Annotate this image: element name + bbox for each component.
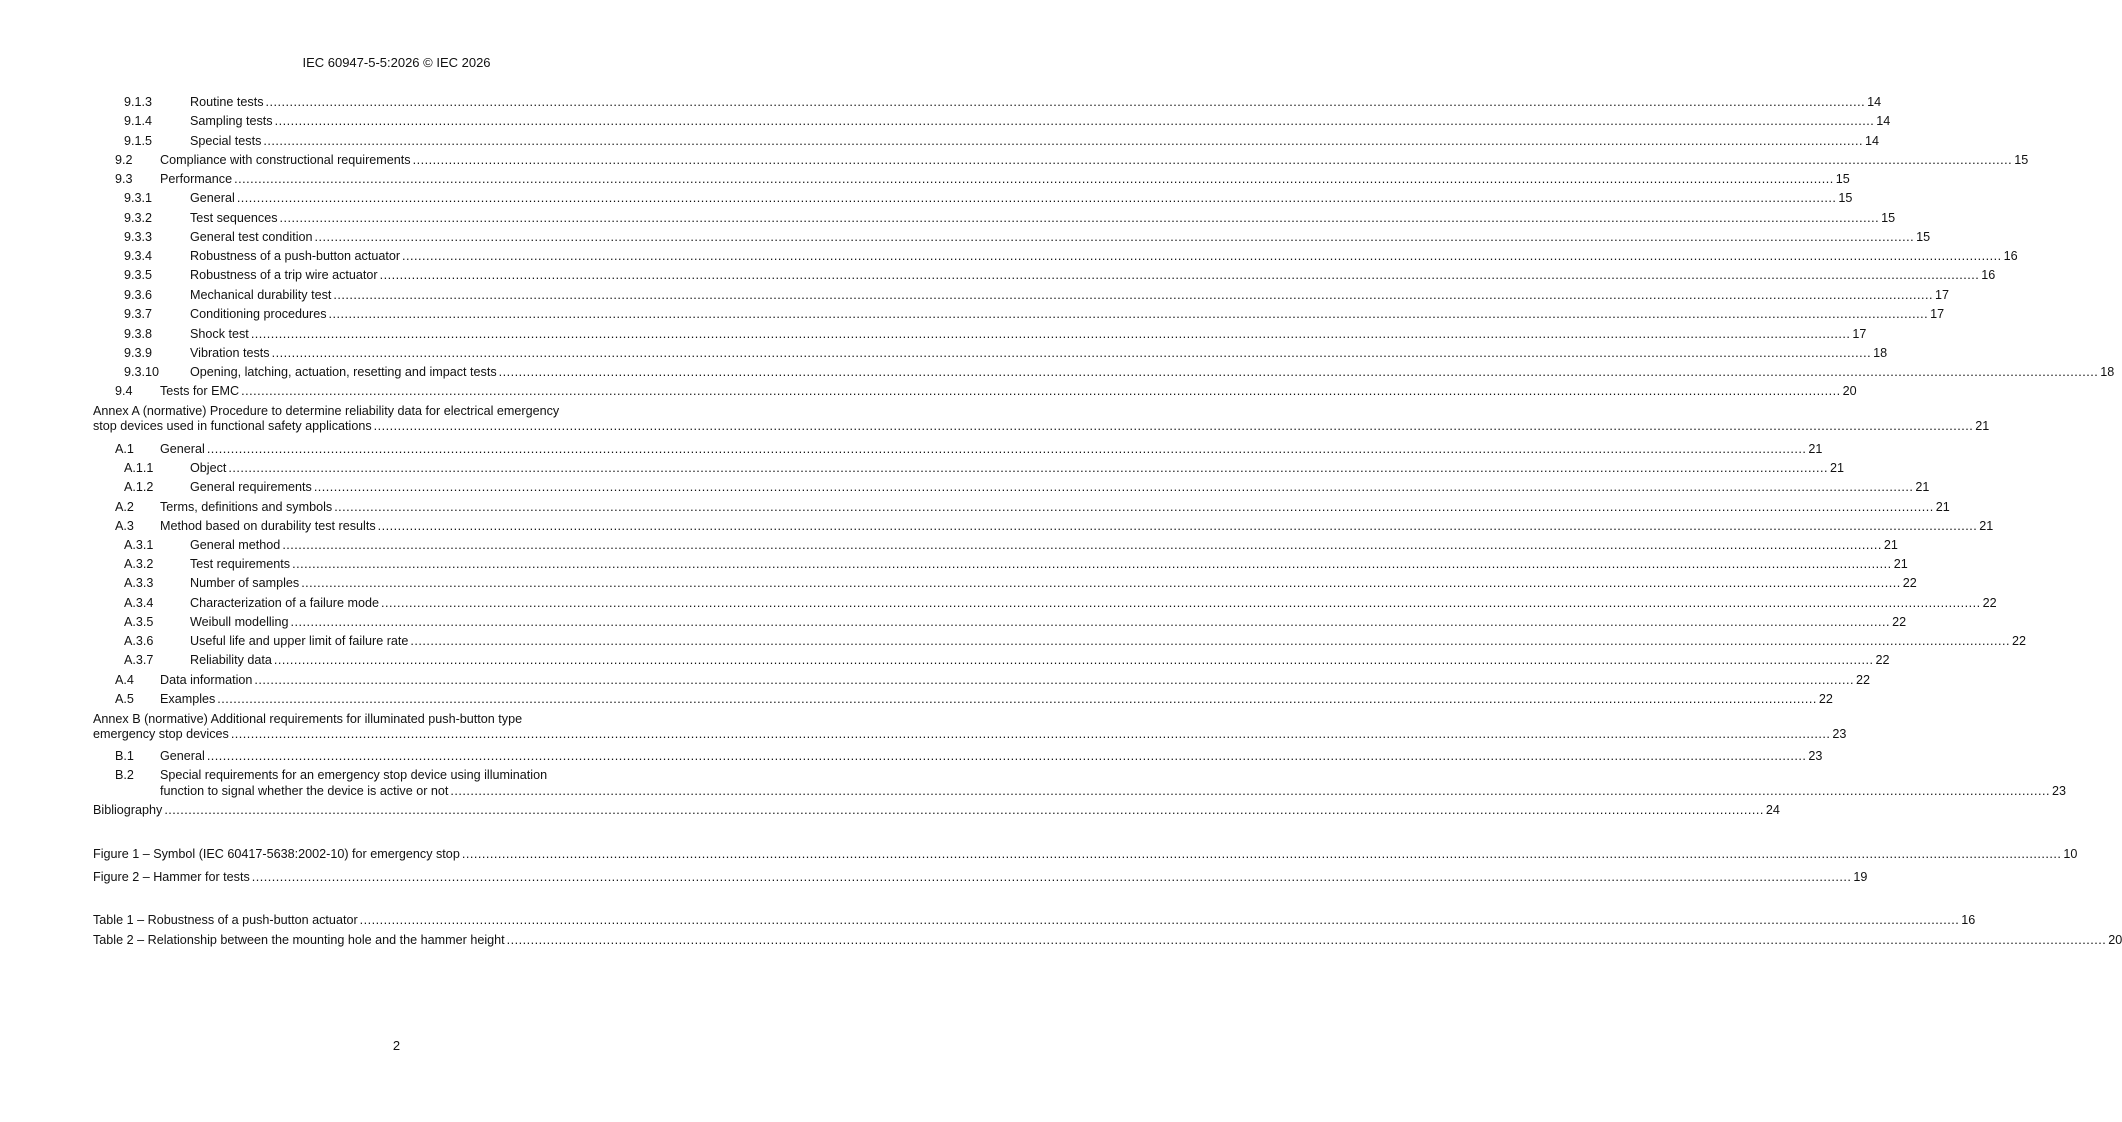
toc-entry[interactable] [93, 767, 2067, 798]
toc-entry-page: 14 [1865, 134, 1880, 148]
toc-entry-page: 22 [1818, 692, 1833, 706]
toc-entry-title: Examples [160, 692, 216, 706]
toc-entry-number: 9.3.1 [124, 191, 153, 205]
toc-entry-title: Special tests [190, 134, 262, 148]
toc-entry[interactable] [93, 248, 2018, 264]
toc-entry-number: 9.3.3 [124, 230, 153, 244]
toc-entry-page: 17 [1930, 307, 1945, 321]
toc-entry-number: 9.3.5 [124, 268, 153, 282]
toc-entry-page: 10 [2063, 847, 2078, 861]
toc-entry[interactable] [93, 229, 1931, 245]
dot-leader: ................................................................................................................................................................................................................................................................................................................................................................................................................ [328, 307, 1929, 321]
toc-entry-page: 21 [1979, 519, 1994, 533]
dot-leader: ................................................................................................................................................................................................................................................................................................................................................................................................................ [410, 634, 2010, 648]
toc-entry-page: 21 [1935, 500, 1950, 514]
toc-entry-page: 17 [1852, 327, 1867, 341]
toc-entry-title: Data information [160, 673, 253, 687]
toc-entry-page: 14 [1867, 95, 1882, 109]
dot-leader: ................................................................................................................................................................................................................................................................................................................................................................................................................ [228, 461, 1828, 475]
toc-entry-page: 22 [1856, 673, 1871, 687]
toc-entry-page: 23 [1808, 749, 1823, 763]
dot-leader: ................................................................................................................................................................................................................................................................................................................................................................................................................ [234, 172, 1834, 186]
toc-entry-number: A.3.1 [124, 538, 154, 552]
toc-entry-title: Robustness of a push-button actuator [190, 249, 401, 263]
toc-entry-title: Compliance with constructional requirements [160, 153, 411, 167]
toc-entry-number: A.3.6 [124, 634, 154, 648]
toc-entry-title: General requirements [190, 480, 312, 494]
toc-entry[interactable] [93, 575, 1917, 591]
toc-entry-title: emergency stop devices [93, 727, 229, 741]
dot-leader: ................................................................................................................................................................................................................................................................................................................................................................................................................ [206, 442, 1807, 456]
toc-entry[interactable] [93, 345, 1888, 361]
toc-entry-number: B.1 [115, 749, 134, 763]
toc-entry-number: 9.1.4 [124, 114, 153, 128]
toc-entry-page: 21 [1975, 419, 1990, 433]
toc-entry-title: General method [190, 538, 281, 552]
dot-leader: ................................................................................................................................................................................................................................................................................................................................................................................................................ [461, 847, 2062, 861]
toc-entry[interactable] [93, 869, 1868, 885]
dot-leader: ................................................................................................................................................................................................................................................................................................................................................................................................................ [412, 153, 2013, 167]
toc-entry-title: Test requirements [190, 557, 291, 571]
toc-entry-page: 22 [1902, 576, 1917, 590]
toc-entry-number: 9.3.4 [124, 249, 153, 263]
toc-entry-page: 15 [2014, 153, 2029, 167]
dot-leader: ................................................................................................................................................................................................................................................................................................................................................................................................................ [164, 803, 1764, 817]
toc-entry[interactable] [93, 932, 2122, 948]
toc-entry[interactable] [93, 210, 1896, 226]
toc-entry-page: 16 [1961, 913, 1976, 927]
dot-leader: ................................................................................................................................................................................................................................................................................................................................................................................................................ [379, 268, 1980, 282]
toc-entry[interactable] [93, 287, 1950, 303]
toc-entry-page: 16 [2003, 249, 2018, 263]
dot-leader: ................................................................................................................................................................................................................................................................................................................................................................................................................ [230, 727, 1831, 741]
dot-leader: ................................................................................................................................................................................................................................................................................................................................................................................................................ [301, 576, 1901, 590]
toc-entry[interactable] [93, 306, 1945, 322]
dot-leader: ................................................................................................................................................................................................................................................................................................................................................................................................................ [236, 191, 1837, 205]
toc-entry-page: 19 [1853, 870, 1868, 884]
toc-entry-title: Routine tests [190, 95, 264, 109]
toc-entry-number: A.3.7 [124, 653, 154, 667]
toc-entry-title: Figure 1 – Symbol (IEC 60417-5638:2002-10) for emergency stop [93, 847, 460, 861]
toc-entry-page: 22 [1892, 615, 1907, 629]
dot-leader: ................................................................................................................................................................................................................................................................................................................................................................................................................ [274, 114, 1875, 128]
toc-entry-number: 9.3.6 [124, 288, 153, 302]
dot-leader: ................................................................................................................................................................................................................................................................................................................................................................................................................ [381, 596, 1981, 610]
toc-entry-title: Number of samples [190, 576, 300, 590]
toc-entry-title: Method based on durability test results [160, 519, 376, 533]
dot-leader: ................................................................................................................................................................................................................................................................................................................................................................................................................ [206, 749, 1807, 763]
dot-leader: ................................................................................................................................................................................................................................................................................................................................................................................................................ [271, 346, 1872, 360]
toc-entry-number: A.1.1 [124, 461, 154, 475]
toc-entry[interactable] [93, 267, 1996, 283]
toc-entry-title: Vibration tests [190, 346, 270, 360]
toc-entry[interactable] [93, 326, 1867, 342]
toc-entry-title: stop devices used in functional safety applications [93, 419, 372, 433]
toc-entry-title: Reliability data [190, 653, 272, 667]
toc-entry-page: 15 [1835, 172, 1850, 186]
toc-entry-title: Annex B (normative) Additional requirements for illuminated push-button type [93, 712, 523, 726]
toc-entry[interactable] [93, 190, 1853, 206]
dot-leader: ................................................................................................................................................................................................................................................................................................................................................................................................................ [292, 557, 1892, 571]
toc-entry-title: Table 2 – Relationship between the mounting hole and the hammer height [93, 933, 505, 947]
toc-entry-title: Terms, definitions and symbols [160, 500, 333, 514]
toc-entry-number: B.2 [115, 768, 134, 782]
dot-leader: ................................................................................................................................................................................................................................................................................................................................................................................................................ [359, 913, 1960, 927]
toc-entry-title: Table 1 – Robustness of a push-button actuator [93, 913, 358, 927]
toc-entry-title: Characterization of a failure mode [190, 596, 380, 610]
toc-entry-title: Sampling tests [190, 114, 273, 128]
page-number: 2 [392, 1038, 401, 1053]
toc-entry-title: Performance [160, 172, 233, 186]
toc-entry-title: Conditioning procedures [190, 307, 327, 321]
toc-entry-number: 9.3 [115, 172, 133, 186]
toc-entry-page: 15 [1881, 211, 1896, 225]
toc-entry-title: General [160, 749, 205, 763]
toc-entry[interactable] [93, 652, 1890, 668]
dot-leader: ................................................................................................................................................................................................................................................................................................................................................................................................................ [250, 327, 1851, 341]
toc-entry-title: Mechanical durability test [190, 288, 332, 302]
toc-entry-number: 9.3.8 [124, 327, 153, 341]
toc-entry[interactable] [93, 133, 1880, 149]
dot-leader: ................................................................................................................................................................................................................................................................................................................................................................................................................ [279, 211, 1880, 225]
toc-entry[interactable] [93, 912, 1976, 928]
toc-entry-page: 21 [1893, 557, 1908, 571]
toc-entry[interactable] [93, 537, 1898, 553]
toc-entry-page: 20 [2108, 933, 2122, 947]
dot-leader: ................................................................................................................................................................................................................................................................................................................................................................................................................ [314, 230, 1915, 244]
toc-entry-page: 21 [1808, 442, 1823, 456]
toc-entry-number: A.3.2 [124, 557, 154, 571]
toc-entry-page: 21 [1830, 461, 1845, 475]
toc-entry[interactable] [93, 691, 1833, 707]
dot-leader: ................................................................................................................................................................................................................................................................................................................................................................................................................ [217, 692, 1817, 706]
toc-entry-page: 22 [1875, 653, 1890, 667]
toc-entry-page: 18 [1873, 346, 1888, 360]
toc-entry[interactable] [93, 518, 1994, 534]
toc-entry-number: 9.2 [115, 153, 133, 167]
toc-entry-title: Robustness of a trip wire actuator [190, 268, 378, 282]
toc-entry-number: A.3.3 [124, 576, 154, 590]
toc-entry[interactable] [93, 383, 1857, 399]
toc-entry-page: 16 [1981, 268, 1996, 282]
toc-entry-page: 21 [1915, 480, 1930, 494]
page-header: IEC 60947-5-5:2026 © IEC 2026 [302, 55, 491, 70]
toc-entry-title: Tests for EMC [160, 384, 240, 398]
toc-entry[interactable] [93, 403, 1990, 433]
toc-entry[interactable] [93, 499, 1950, 515]
toc-entry-page: 23 [1832, 727, 1847, 741]
dot-leader: ................................................................................................................................................................................................................................................................................................................................................................................................................ [313, 480, 1914, 494]
toc-entry-title: Special requirements for an emergency stop device using illumination [160, 768, 548, 782]
toc-entry-title: General [190, 191, 235, 205]
toc-entry-number: 9.3.2 [124, 211, 153, 225]
toc-entry-page: 21 [1883, 538, 1898, 552]
dot-leader: ................................................................................................................................................................................................................................................................................................................................................................................................................ [373, 419, 1974, 433]
toc-entry[interactable] [93, 614, 1907, 630]
toc-entry[interactable] [93, 748, 1823, 764]
toc-entry-number: 9.1.3 [124, 95, 153, 109]
toc-entry-number: 9.3.10 [124, 365, 160, 379]
toc-entry-title: Opening, latching, actuation, resetting and impact tests [190, 365, 497, 379]
toc-entry-number: 9.1.5 [124, 134, 153, 148]
toc-entry[interactable] [93, 672, 1871, 688]
toc-entry-number: 9.4 [115, 384, 133, 398]
dot-leader: ................................................................................................................................................................................................................................................................................................................................................................................................................ [334, 500, 1934, 514]
dot-leader: ................................................................................................................................................................................................................................................................................................................................................................................................................ [241, 384, 1841, 398]
toc-entry[interactable] [93, 94, 1882, 110]
dot-leader: ................................................................................................................................................................................................................................................................................................................................................................................................................ [265, 95, 1866, 109]
toc-entry[interactable] [93, 633, 2027, 649]
toc-entry[interactable] [93, 460, 1845, 476]
toc-entry-title: Annex A (normative) Procedure to determine reliability data for electrical emergency [93, 404, 560, 418]
toc-entry-page: 24 [1765, 803, 1780, 817]
toc-entry-title: Shock test [190, 327, 249, 341]
toc-entry-title: Object [190, 461, 227, 475]
toc-entry[interactable] [93, 479, 1930, 495]
dot-leader: ................................................................................................................................................................................................................................................................................................................................................................................................................ [290, 615, 1891, 629]
toc-entry[interactable] [93, 595, 1997, 611]
toc-entry-number: A.1 [115, 442, 134, 456]
toc-entry-page: 15 [1838, 191, 1853, 205]
toc-entry-number: A.3.5 [124, 615, 154, 629]
toc-entry-number: A.4 [115, 673, 134, 687]
toc-entry-number: 9.3.7 [124, 307, 153, 321]
toc-entry-page: 22 [2012, 634, 2027, 648]
toc-entry[interactable] [93, 802, 1780, 818]
toc-entry-page: 14 [1876, 114, 1891, 128]
toc-entry-title: function to signal whether the device is active or not [160, 784, 449, 798]
toc-entry-page: 20 [1842, 384, 1857, 398]
dot-leader: ................................................................................................................................................................................................................................................................................................................................................................................................................ [263, 134, 1863, 148]
dot-leader: ................................................................................................................................................................................................................................................................................................................................................................................................................ [251, 870, 1852, 884]
toc-entry-number: A.2 [115, 500, 134, 514]
toc-entry-page: 17 [1935, 288, 1950, 302]
dot-leader: ................................................................................................................................................................................................................................................................................................................................................................................................................ [254, 673, 1854, 687]
dot-leader: ................................................................................................................................................................................................................................................................................................................................................................................................................ [273, 653, 1874, 667]
toc-entry[interactable] [93, 441, 1823, 457]
toc-entry[interactable] [93, 556, 1908, 572]
toc-entry[interactable] [93, 364, 2115, 380]
toc-entry[interactable] [93, 113, 1891, 129]
toc-entry[interactable] [93, 152, 2029, 168]
toc-entry[interactable] [93, 846, 2078, 862]
toc-entry-page: 23 [2052, 784, 2067, 798]
toc-entry-page: 22 [1982, 596, 1997, 610]
toc-entry-title: Useful life and upper limit of failure rate [190, 634, 409, 648]
dot-leader: ................................................................................................................................................................................................................................................................................................................................................................................................................ [498, 365, 2099, 379]
toc-entry-title: Bibliography [93, 803, 163, 817]
dot-leader: ................................................................................................................................................................................................................................................................................................................................................................................................................ [282, 538, 1882, 552]
toc-entry-page: 15 [1916, 230, 1931, 244]
dot-leader: ................................................................................................................................................................................................................................................................................................................................................................................................................ [377, 519, 1978, 533]
dot-leader: ................................................................................................................................................................................................................................................................................................................................................................................................................ [450, 784, 2051, 798]
toc-entry[interactable] [93, 171, 1850, 187]
toc-entry-number: A.3.4 [124, 596, 154, 610]
dot-leader: ................................................................................................................................................................................................................................................................................................................................................................................................................ [506, 933, 2107, 947]
toc-entry-title: Weibull modelling [190, 615, 289, 629]
toc-entry-number: A.5 [115, 692, 134, 706]
toc-entry-title: General test condition [190, 230, 313, 244]
dot-leader: ................................................................................................................................................................................................................................................................................................................................................................................................................ [402, 249, 2002, 263]
toc-entry-number: 9.3.9 [124, 346, 153, 360]
toc-entry-title: General [160, 442, 205, 456]
toc-entry-number: A.3 [115, 519, 134, 533]
toc-entry-title: Figure 2 – Hammer for tests [93, 870, 250, 884]
toc-entry-number: A.1.2 [124, 480, 154, 494]
toc-entry-page: 18 [2100, 365, 2115, 379]
toc-entry-title: Test sequences [190, 211, 278, 225]
toc-entry[interactable] [93, 711, 1847, 741]
dot-leader: ................................................................................................................................................................................................................................................................................................................................................................................................................ [333, 288, 1933, 302]
